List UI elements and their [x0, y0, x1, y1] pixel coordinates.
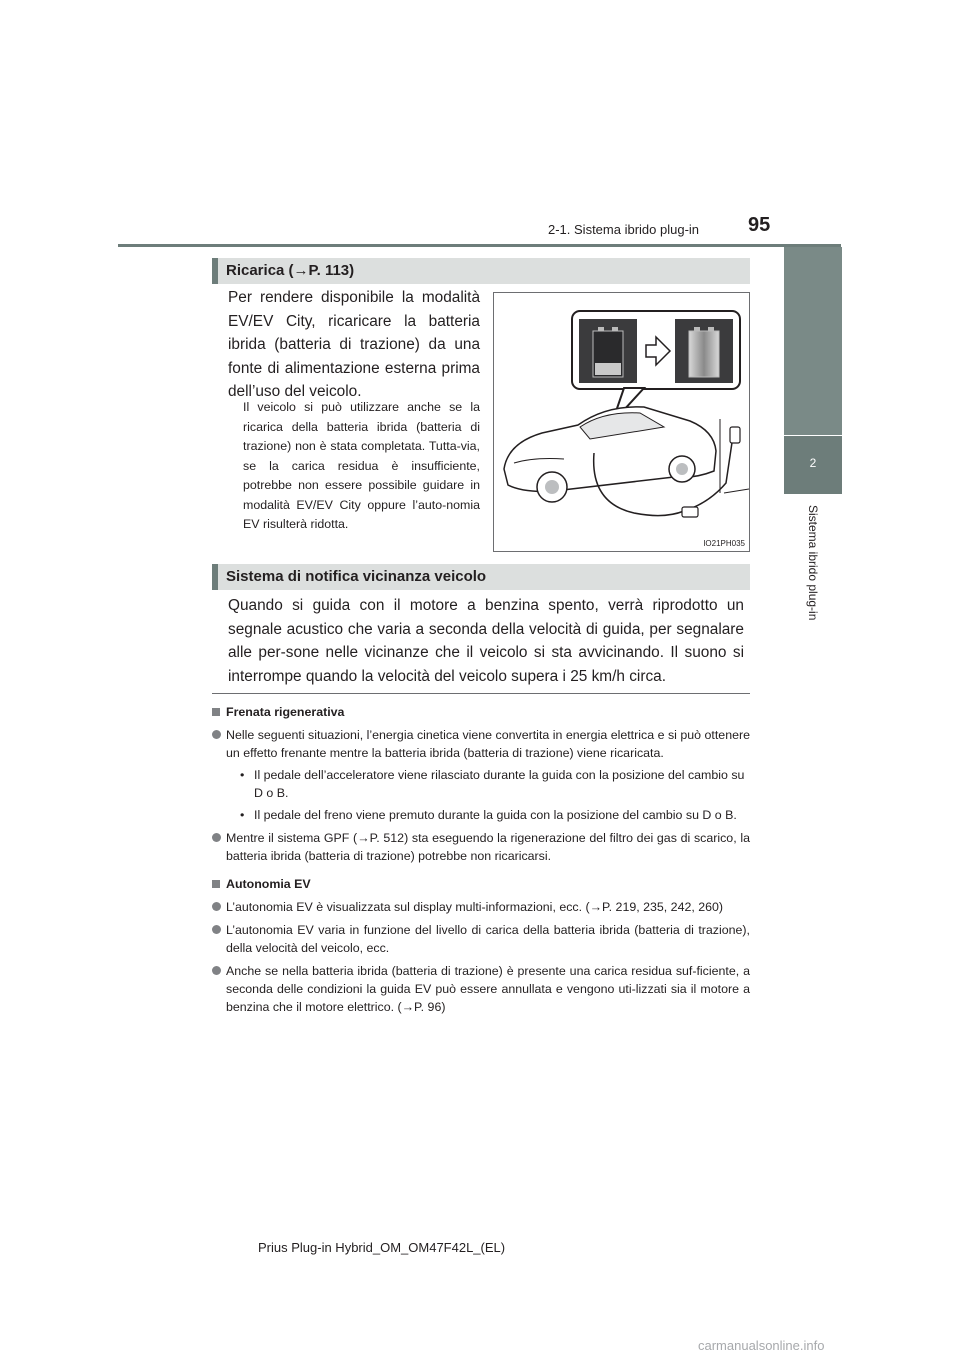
sub-list-item	[212, 806, 750, 824]
sub-list-item	[212, 766, 750, 802]
side-tab-top	[784, 247, 842, 435]
section-title-charging: Ricarica (→P. 113)	[212, 258, 750, 284]
dot-bullet-icon	[212, 902, 221, 911]
dot-bullet-icon	[212, 833, 221, 842]
section-rule	[212, 693, 750, 694]
section-breadcrumb: 2-1. Sistema ibrido plug-in	[548, 222, 700, 237]
sub-list-item-text: Il pedale del freno viene premuto durante la guida con la posizione del cambio su D o B.	[254, 808, 737, 822]
figure-code: IO21PH035	[703, 539, 745, 548]
section-title-notification: Sistema di notifica vicinanza veicolo	[212, 564, 750, 590]
charging-note: Il veicolo si può utilizzare anche se la ricarica della batteria ibrida (batteria di trazione) non è stata completata. Tutta-via, se la carica residua è insufficiente, potrebbe non essere possibile guidare in modalità EV/EV City oppure l’auto-nomia EV risulterà ridotta.	[243, 400, 480, 531]
list-item-text: Nelle seguenti situazioni, l’energia cinetica viene convertita in energia elettrica e si può ottenere un effetto frenante mentre la batteria ibrida (batteria di trazione) viene ricaricata.	[226, 728, 750, 760]
sub-list-item-text: Il pedale dell’acceleratore viene rilasciato durante la guida con la posizione del cambio su D o B.	[254, 768, 745, 800]
charging-paragraph: Per rendere disponibile la modalità EV/EV City, ricaricare la batteria ibrida (batteria di trazione) da una fonte di alimentazione esterna prima dell’uso del veicolo.	[228, 289, 480, 400]
square-bullet-icon	[212, 880, 220, 888]
note-heading-regen	[212, 703, 750, 721]
list-item-text: Mentre il sistema GPF (→P. 512) sta eseguendo la rigenerazione del filtro dei gas di scarico, la batteria ibrida (batteria di trazione) potrebbe non ricaricarsi.	[226, 831, 750, 863]
note-heading-text: Autonomia EV	[226, 877, 311, 891]
square-bullet-icon	[212, 708, 220, 716]
notification-paragraph: Quando si guida con il motore a benzina spento, verrà riprodotto un segnale acustico che varia a seconda della velocità di guida, per segnalare alle per-sone nelle vicinanze che il veicolo si sta avvicinando. Il suono si interrompe quando la velocità del veicolo supera i 25 km/h circa.	[228, 597, 744, 685]
footer-manual-code: Prius Plug-in Hybrid_OM_OM47F42L_(EL)	[258, 1240, 506, 1255]
dot-bullet-icon	[212, 730, 221, 739]
watermark: carmanualsonline.info	[698, 1338, 825, 1353]
list-item	[212, 726, 750, 762]
side-tab-label: Sistema ibrido plug-in	[806, 505, 820, 621]
note-heading-ev	[212, 875, 750, 893]
page-number: 95	[748, 214, 771, 236]
list-item	[212, 829, 750, 865]
list-item-text: L’autonomia EV è visualizzata sul display multi-informazioni, ecc. (→P. 219, 235, 242, 260)	[226, 900, 724, 914]
charging-illustration	[493, 292, 750, 552]
sub-bullet-icon: •	[240, 768, 245, 782]
list-item	[212, 898, 750, 916]
car-charging-icon	[494, 293, 749, 551]
header-rule	[118, 244, 841, 247]
dot-bullet-icon	[212, 925, 221, 934]
list-item	[212, 921, 750, 957]
list-item-text: L’autonomia EV varia in funzione del livello di carica della batteria ibrida (batteria di trazione), della velocità del veicolo, ecc.	[226, 923, 750, 955]
list-item	[212, 962, 750, 1016]
sub-bullet-icon: •	[240, 808, 245, 822]
notes-block	[212, 703, 750, 1016]
side-tab-number: 2	[809, 456, 817, 470]
list-item-text: Anche se nella batteria ibrida (batteria di trazione) è presente una carica residua suf-ficiente, a seconda delle condizioni la guida EV può essere annullata e vengono uti-lizzati sia il motore a benzina che il motore elettrico. (→P. 96)	[226, 964, 750, 1014]
note-heading-text: Frenata rigenerativa	[226, 705, 345, 719]
dot-bullet-icon	[212, 966, 221, 975]
